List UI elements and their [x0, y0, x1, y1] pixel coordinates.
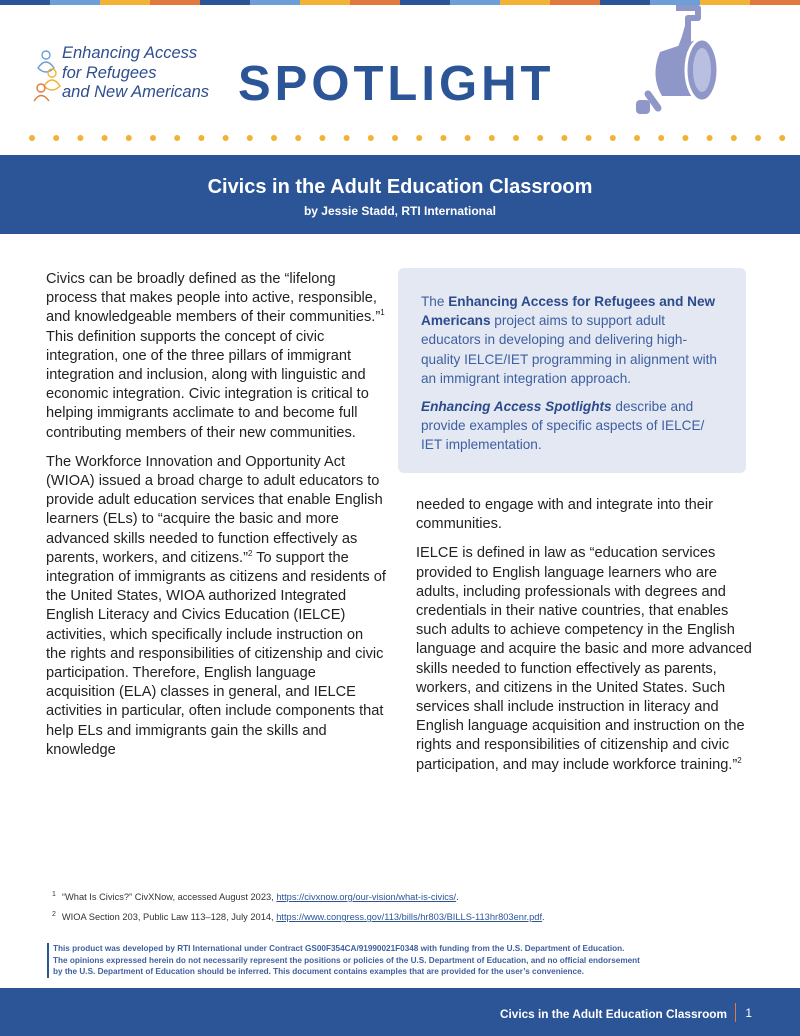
title-banner: [0, 155, 800, 234]
logo-text: [62, 44, 209, 103]
divider-dot: [440, 135, 446, 141]
footnote-ref-1: 1: [380, 308, 385, 318]
stripe-segment: [450, 0, 500, 5]
divider-dot: [77, 135, 83, 141]
stripe-segment: [200, 0, 250, 5]
divider-dot: [150, 135, 156, 141]
divider-dot: [779, 135, 785, 141]
divider-dot: [29, 135, 35, 141]
divider-dot: [368, 135, 374, 141]
logo: [32, 44, 222, 108]
divider-dot: [319, 135, 325, 141]
divider-dot: [174, 135, 180, 141]
dot-divider: [28, 134, 788, 142]
divider-dot: [392, 135, 398, 141]
stripe-segment: [0, 0, 50, 5]
stripe-segment: [400, 0, 450, 5]
divider-dot: [198, 135, 204, 141]
stripe-segment: [750, 0, 800, 5]
divider-dot: [610, 135, 616, 141]
divider-dot: [247, 135, 253, 141]
stripe-segment: [250, 0, 300, 5]
page-number: 1: [745, 1006, 752, 1020]
spotlight-title: SPOTLIGHT: [238, 57, 555, 111]
divider-dot: [707, 135, 713, 141]
document-title: Civics in the Adult Education Classroom: [207, 176, 593, 198]
divider-dot: [755, 135, 761, 141]
paragraph-3: IELCE is defined in law as “education services provided to English language learners who are adults, including professionals with degrees and credentials in their native countries, that enables such adults to achieve competency in the English language and acquire the basic and more advanced skills needed to function effectively as parents, workers, and citizens in the United States. Such services shall include instruction in literacy and English language acquisition and instruction on the rights and responsibilities of citizenship and civic participation, and may include workforce training.”$^2$: [416, 545, 752, 773]
divider-dot: [513, 135, 519, 141]
footnote-2-link[interactable]: https://www.congress.gov/113/bills/hr803/BILLS-113hr803enr.pdf: [276, 912, 543, 923]
divider-dot: [489, 135, 495, 141]
stripe-segment: [550, 0, 600, 5]
footnote-1: $^1$ “What Is Civics?” CivXNow, accessed August 2023, https://civxnow.org/our-vision/what-is-civics/.: [52, 891, 459, 903]
left-column: [46, 270, 386, 770]
divider-dot: [465, 135, 471, 141]
footer-separator: [735, 1003, 736, 1022]
funding-disclaimer: This product was developed by RTI International under Contract GS00F354CA/91990021F0348 with funding from the U.S. Department of Education. The opinions expressed herein do not necessarily represent the positions or policies of the U.S. Department of Education, and no official endorsement by the U.S. Department of Education should be inferred. This document contains examples that are provided for the user’s convenience.: [47, 943, 773, 978]
footnote-1-link[interactable]: https://civxnow.org/our-vision/what-is-civics/: [276, 892, 457, 903]
stripe-segment: [100, 0, 150, 5]
stripe-segment: [150, 0, 200, 5]
divider-dot: [658, 135, 664, 141]
logo-line-2: for Refugees: [62, 63, 157, 82]
divider-dot: [634, 135, 640, 141]
divider-dot: [537, 135, 543, 141]
footer-title: Civics in the Adult Education Classroom: [499, 1007, 727, 1021]
divider-dot: [126, 135, 132, 141]
divider-dot: [416, 135, 422, 141]
logo-line-3: and New Americans: [62, 83, 210, 101]
callout-paragraph-2: Enhancing Access Spotlights describe and provide examples of specific aspects of IELCE/ IET implementation.: [421, 399, 705, 453]
right-column: [416, 496, 758, 785]
footnote-2: $^2$ WIOA Section 203, Public Law 113–128, July 2014, https://www.congress.gov/113/bills/hr803/BILLS-113hr803enr.pdf.: [52, 911, 545, 923]
divider-dot: [271, 135, 277, 141]
divider-dot: [102, 135, 108, 141]
stripe-segment: [500, 0, 550, 5]
byline: by Jessie Stadd, RTI International: [303, 204, 497, 218]
paragraph-1: Civics can be broadly defined as the “lifelong process that makes people into active, responsible, and knowledgeable members of their communities.”$^1$ This definition supports the concept of civic integration, one of the three pillars of immigrant integration and inclusion, along with linguistic and economic integration. Civic integration is critical to helping immigrants acclimate to and become full contributing members of their new communities.: [46, 271, 385, 441]
project-callout-box: [398, 268, 746, 473]
footnote-ref-2: 2: [247, 548, 253, 558]
spotlight-lamp-icon: [618, 4, 734, 124]
divider-dot: [731, 135, 737, 141]
page-footer: [0, 988, 800, 1036]
paragraph-2: The Workforce Innovation and Opportunity Act (WIOA) issued a broad charge to adult educators to provide adult education services that enable English learners (ELs) to “acquire the basic and more advanced skills needed to function effectively as parents, workers, and citizens.”$^2$ To support the integration of immigrants as citizens and residents of the United States, WIOA authorized Integrated English Literacy and Civics Education (IELCE) activities, which specifically include instruction on the rights and responsibilities of citizenship and civic participation. Therefore, English language acquisition (ELA) classes in general, and IELCE activities in particular, often include components that help ELs and immigrants gain the skills and knowledge: [46, 453, 386, 758]
divider-dot: [295, 135, 301, 141]
stripe-segment: [300, 0, 350, 5]
people-figures-icon: [32, 48, 62, 104]
footnote-ref-3: 2: [737, 755, 742, 765]
divider-dot: [682, 135, 688, 141]
divider-dot: [586, 135, 592, 141]
callout-paragraph-1: The Enhancing Access for Refugees and New Americans project aims to support adult educators in developing and delivering high-quality IELCE/IET programming in alignment with an immigrant integration approach.: [421, 294, 717, 386]
footnotes: [52, 886, 752, 926]
paragraph-2-continued: needed to engage with and integrate into their communities.: [416, 497, 713, 533]
logo-line-1: Enhancing Access: [62, 44, 198, 62]
divider-dot: [223, 135, 229, 141]
divider-dot: [344, 135, 350, 141]
divider-dot: [561, 135, 567, 141]
stripe-segment: [350, 0, 400, 5]
divider-dot: [53, 135, 59, 141]
stripe-segment: [50, 0, 100, 5]
